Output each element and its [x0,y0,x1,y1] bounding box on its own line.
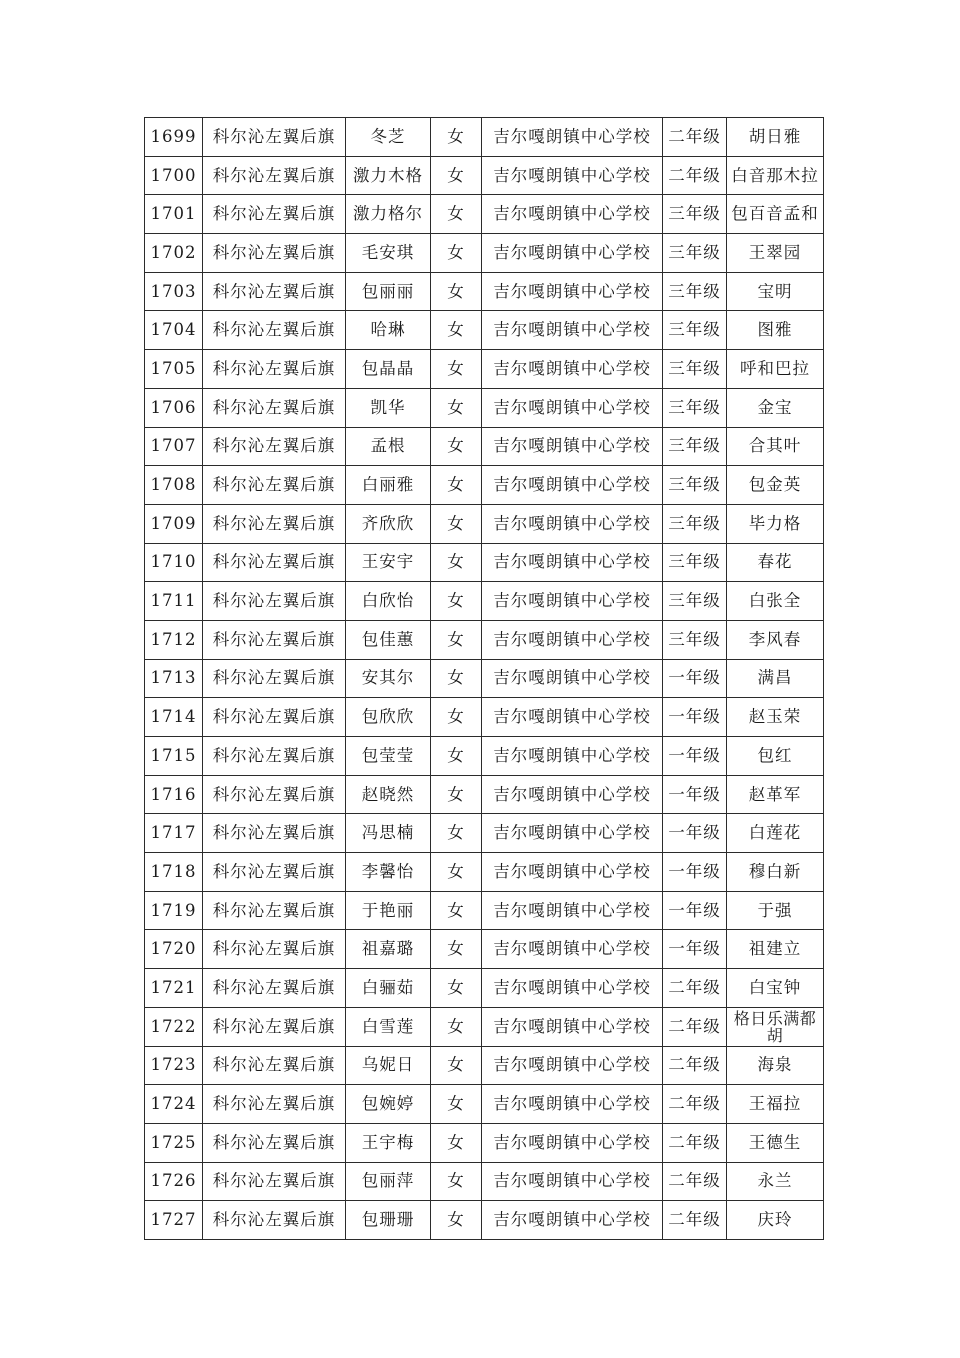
table-row [145,427,824,466]
cell-school: 吉尔嘎朗镇中心学校 [482,543,663,582]
cell-school: 吉尔嘎朗镇中心学校 [482,1162,663,1201]
cell-number: 1700 [145,156,203,195]
cell-number: 1705 [145,350,203,389]
cell-number: 1704 [145,311,203,350]
cell-guardian-name: 毕力格 [727,504,824,543]
cell-number: 1715 [145,737,203,776]
cell-gender: 女 [431,814,482,853]
cell-county: 科尔沁左翼后旗 [203,1046,346,1085]
cell-number: 1709 [145,504,203,543]
cell-county: 科尔沁左翼后旗 [203,620,346,659]
cell-gender: 女 [431,853,482,892]
cell-county: 科尔沁左翼后旗 [203,659,346,698]
cell-school: 吉尔嘎朗镇中心学校 [482,156,663,195]
cell-school: 吉尔嘎朗镇中心学校 [482,311,663,350]
cell-student-name: 冯思楠 [346,814,431,853]
cell-student-name: 哈琳 [346,311,431,350]
cell-guardian-name: 包金英 [727,466,824,505]
cell-grade: 二年级 [663,1046,727,1085]
cell-grade: 三年级 [663,620,727,659]
cell-number: 1716 [145,775,203,814]
cell-guardian-name: 白张全 [727,582,824,621]
cell-number: 1722 [145,1007,203,1046]
table-row [145,891,824,930]
cell-guardian-name: 祖建立 [727,930,824,969]
cell-grade: 二年级 [663,1085,727,1124]
cell-student-name: 包丽丽 [346,272,431,311]
cell-guardian-name: 白宝钟 [727,969,824,1008]
cell-number: 1720 [145,930,203,969]
cell-school: 吉尔嘎朗镇中心学校 [482,118,663,157]
table-row [145,466,824,505]
cell-county: 科尔沁左翼后旗 [203,698,346,737]
cell-grade: 二年级 [663,1123,727,1162]
cell-number: 1724 [145,1085,203,1124]
cell-number: 1713 [145,659,203,698]
cell-county: 科尔沁左翼后旗 [203,1162,346,1201]
cell-student-name: 王安宇 [346,543,431,582]
cell-gender: 女 [431,1123,482,1162]
cell-guardian-name: 宝明 [727,272,824,311]
cell-school: 吉尔嘎朗镇中心学校 [482,466,663,505]
cell-gender: 女 [431,930,482,969]
cell-number: 1726 [145,1162,203,1201]
cell-county: 科尔沁左翼后旗 [203,427,346,466]
cell-grade: 三年级 [663,350,727,389]
cell-county: 科尔沁左翼后旗 [203,543,346,582]
cell-guardian-name: 穆白新 [727,853,824,892]
cell-school: 吉尔嘎朗镇中心学校 [482,775,663,814]
cell-gender: 女 [431,698,482,737]
cell-gender: 女 [431,388,482,427]
cell-number: 1723 [145,1046,203,1085]
cell-guardian-name: 白莲花 [727,814,824,853]
cell-gender: 女 [431,427,482,466]
cell-number: 1719 [145,891,203,930]
cell-guardian-name: 包红 [727,737,824,776]
cell-guardian-name: 白音那木拉 [727,156,824,195]
table-row [145,969,824,1008]
table-row [145,775,824,814]
cell-grade: 一年级 [663,930,727,969]
cell-grade: 一年级 [663,814,727,853]
cell-grade: 三年级 [663,311,727,350]
table-row [145,388,824,427]
table-row [145,853,824,892]
cell-student-name: 祖嘉璐 [346,930,431,969]
cell-student-name: 赵晓然 [346,775,431,814]
cell-number: 1703 [145,272,203,311]
cell-student-name: 李馨怡 [346,853,431,892]
cell-school: 吉尔嘎朗镇中心学校 [482,272,663,311]
cell-student-name: 白骊茹 [346,969,431,1008]
cell-school: 吉尔嘎朗镇中心学校 [482,582,663,621]
cell-guardian-name: 格日乐满都胡 [727,1007,824,1046]
cell-county: 科尔沁左翼后旗 [203,1085,346,1124]
cell-number: 1727 [145,1201,203,1240]
table-row [145,737,824,776]
cell-county: 科尔沁左翼后旗 [203,195,346,234]
cell-student-name: 包莹莹 [346,737,431,776]
cell-grade: 一年级 [663,775,727,814]
cell-school: 吉尔嘎朗镇中心学校 [482,930,663,969]
table-row [145,659,824,698]
cell-number: 1714 [145,698,203,737]
cell-grade: 二年级 [663,156,727,195]
cell-number: 1717 [145,814,203,853]
cell-student-name: 激力格尔 [346,195,431,234]
cell-county: 科尔沁左翼后旗 [203,582,346,621]
cell-grade: 一年级 [663,853,727,892]
cell-student-name: 于艳丽 [346,891,431,930]
table-row [145,272,824,311]
cell-guardian-name: 永兰 [727,1162,824,1201]
table-row [145,1123,824,1162]
student-roster-table [144,117,824,1240]
cell-school: 吉尔嘎朗镇中心学校 [482,620,663,659]
cell-guardian-name: 满昌 [727,659,824,698]
cell-gender: 女 [431,466,482,505]
cell-grade: 三年级 [663,272,727,311]
cell-gender: 女 [431,1201,482,1240]
cell-grade: 三年级 [663,234,727,273]
table-row [145,234,824,273]
cell-number: 1701 [145,195,203,234]
cell-county: 科尔沁左翼后旗 [203,156,346,195]
cell-county: 科尔沁左翼后旗 [203,466,346,505]
cell-number: 1718 [145,853,203,892]
cell-grade: 三年级 [663,466,727,505]
cell-number: 1721 [145,969,203,1008]
cell-guardian-name: 春花 [727,543,824,582]
cell-student-name: 白雪莲 [346,1007,431,1046]
cell-school: 吉尔嘎朗镇中心学校 [482,1007,663,1046]
cell-gender: 女 [431,1046,482,1085]
cell-number: 1707 [145,427,203,466]
cell-grade: 二年级 [663,969,727,1008]
cell-county: 科尔沁左翼后旗 [203,969,346,1008]
table-row [145,814,824,853]
table-row [145,156,824,195]
cell-county: 科尔沁左翼后旗 [203,1007,346,1046]
cell-gender: 女 [431,350,482,389]
cell-county: 科尔沁左翼后旗 [203,737,346,776]
cell-gender: 女 [431,891,482,930]
table-row [145,1007,824,1046]
cell-gender: 女 [431,737,482,776]
cell-county: 科尔沁左翼后旗 [203,1201,346,1240]
cell-gender: 女 [431,504,482,543]
cell-gender: 女 [431,272,482,311]
table-row [145,620,824,659]
cell-guardian-name: 王福拉 [727,1085,824,1124]
cell-guardian-name: 合其叶 [727,427,824,466]
cell-guardian-name: 金宝 [727,388,824,427]
cell-school: 吉尔嘎朗镇中心学校 [482,698,663,737]
cell-student-name: 包丽萍 [346,1162,431,1201]
cell-student-name: 凯华 [346,388,431,427]
cell-grade: 二年级 [663,118,727,157]
cell-gender: 女 [431,620,482,659]
cell-county: 科尔沁左翼后旗 [203,118,346,157]
cell-gender: 女 [431,659,482,698]
cell-gender: 女 [431,195,482,234]
cell-school: 吉尔嘎朗镇中心学校 [482,350,663,389]
table-row [145,1046,824,1085]
cell-number: 1708 [145,466,203,505]
cell-county: 科尔沁左翼后旗 [203,930,346,969]
cell-student-name: 包珊珊 [346,1201,431,1240]
cell-gender: 女 [431,543,482,582]
cell-school: 吉尔嘎朗镇中心学校 [482,388,663,427]
cell-school: 吉尔嘎朗镇中心学校 [482,195,663,234]
cell-gender: 女 [431,1007,482,1046]
cell-student-name: 齐欣欣 [346,504,431,543]
cell-number: 1702 [145,234,203,273]
cell-guardian-name: 海泉 [727,1046,824,1085]
table-row [145,1162,824,1201]
cell-county: 科尔沁左翼后旗 [203,234,346,273]
cell-guardian-name: 李风春 [727,620,824,659]
cell-student-name: 包晶晶 [346,350,431,389]
cell-school: 吉尔嘎朗镇中心学校 [482,1123,663,1162]
cell-grade: 三年级 [663,195,727,234]
cell-grade: 三年级 [663,543,727,582]
cell-school: 吉尔嘎朗镇中心学校 [482,234,663,273]
cell-grade: 三年级 [663,504,727,543]
cell-school: 吉尔嘎朗镇中心学校 [482,1201,663,1240]
cell-county: 科尔沁左翼后旗 [203,1123,346,1162]
cell-guardian-name: 呼和巴拉 [727,350,824,389]
cell-grade: 一年级 [663,891,727,930]
cell-grade: 二年级 [663,1201,727,1240]
table-row [145,582,824,621]
cell-grade: 一年级 [663,659,727,698]
cell-county: 科尔沁左翼后旗 [203,388,346,427]
roster-body [145,118,824,1240]
table-row [145,698,824,737]
cell-county: 科尔沁左翼后旗 [203,350,346,389]
cell-county: 科尔沁左翼后旗 [203,311,346,350]
cell-school: 吉尔嘎朗镇中心学校 [482,1046,663,1085]
cell-number: 1725 [145,1123,203,1162]
cell-student-name: 毛安琪 [346,234,431,273]
cell-grade: 三年级 [663,388,727,427]
cell-guardian-name: 包百音孟和 [727,195,824,234]
cell-school: 吉尔嘎朗镇中心学校 [482,853,663,892]
cell-student-name: 包欣欣 [346,698,431,737]
cell-grade: 一年级 [663,737,727,776]
cell-student-name: 白欣怡 [346,582,431,621]
table-row [145,195,824,234]
cell-gender: 女 [431,234,482,273]
cell-number: 1699 [145,118,203,157]
cell-student-name: 冬芝 [346,118,431,157]
cell-school: 吉尔嘎朗镇中心学校 [482,1085,663,1124]
cell-student-name: 包佳蕙 [346,620,431,659]
cell-county: 科尔沁左翼后旗 [203,853,346,892]
cell-county: 科尔沁左翼后旗 [203,814,346,853]
cell-student-name: 安其尔 [346,659,431,698]
cell-student-name: 包婉婷 [346,1085,431,1124]
cell-school: 吉尔嘎朗镇中心学校 [482,659,663,698]
cell-gender: 女 [431,775,482,814]
table-row [145,1085,824,1124]
cell-grade: 二年级 [663,1162,727,1201]
cell-gender: 女 [431,311,482,350]
cell-number: 1706 [145,388,203,427]
cell-guardian-name: 图雅 [727,311,824,350]
cell-gender: 女 [431,1162,482,1201]
cell-guardian-name: 王德生 [727,1123,824,1162]
cell-county: 科尔沁左翼后旗 [203,775,346,814]
cell-county: 科尔沁左翼后旗 [203,272,346,311]
table-row [145,1201,824,1240]
cell-guardian-name: 胡日雅 [727,118,824,157]
cell-guardian-name: 于强 [727,891,824,930]
cell-student-name: 激力木格 [346,156,431,195]
cell-student-name: 白丽雅 [346,466,431,505]
cell-number: 1712 [145,620,203,659]
cell-grade: 二年级 [663,1007,727,1046]
cell-guardian-name: 庆玲 [727,1201,824,1240]
cell-guardian-name: 王翠园 [727,234,824,273]
cell-student-name: 乌妮日 [346,1046,431,1085]
cell-guardian-name: 赵玉荣 [727,698,824,737]
cell-number: 1711 [145,582,203,621]
table-row [145,350,824,389]
cell-gender: 女 [431,582,482,621]
cell-number: 1710 [145,543,203,582]
cell-guardian-name: 赵革军 [727,775,824,814]
cell-school: 吉尔嘎朗镇中心学校 [482,969,663,1008]
cell-school: 吉尔嘎朗镇中心学校 [482,427,663,466]
cell-school: 吉尔嘎朗镇中心学校 [482,814,663,853]
cell-school: 吉尔嘎朗镇中心学校 [482,891,663,930]
cell-student-name: 王宇梅 [346,1123,431,1162]
cell-gender: 女 [431,1085,482,1124]
cell-grade: 三年级 [663,427,727,466]
cell-grade: 三年级 [663,582,727,621]
cell-gender: 女 [431,118,482,157]
table-row [145,504,824,543]
cell-gender: 女 [431,969,482,1008]
cell-school: 吉尔嘎朗镇中心学校 [482,504,663,543]
cell-gender: 女 [431,156,482,195]
cell-school: 吉尔嘎朗镇中心学校 [482,737,663,776]
table-row [145,930,824,969]
cell-grade: 一年级 [663,698,727,737]
table-row [145,311,824,350]
cell-county: 科尔沁左翼后旗 [203,504,346,543]
cell-student-name: 孟根 [346,427,431,466]
cell-county: 科尔沁左翼后旗 [203,891,346,930]
table-row [145,543,824,582]
table-row [145,118,824,157]
